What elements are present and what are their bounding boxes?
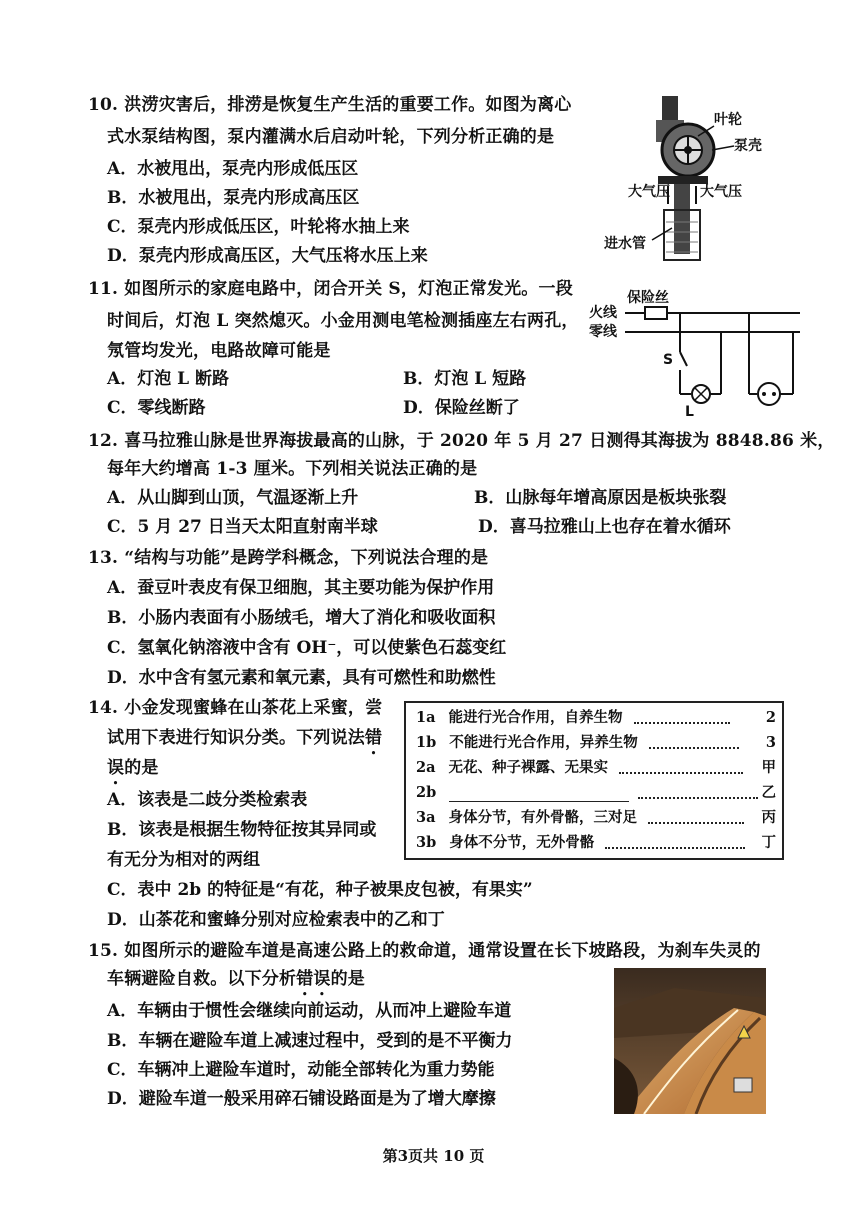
key-text: 身体分节，有外骨骼，三对足 <box>448 809 638 826</box>
q11-stem-line2: 时间后，灯泡 L 突然熄灭。小金用测电笔检测插座左右两孔， <box>107 311 579 331</box>
key-row <box>416 834 776 852</box>
switch-icon <box>680 352 687 366</box>
q12-option-b: B．山脉每年增高原因是板块张裂 <box>474 488 727 508</box>
q12-stem-line1: 12. 喜马拉雅山脉是世界海拔最高的山脉，于 2020 年 5 月 27 日测得其海拔为 8848.86 米， <box>88 431 835 451</box>
key-text-blank <box>449 787 629 802</box>
neutral-wire-label: 零线 <box>589 324 617 340</box>
fuse-label: 保险丝 <box>627 290 669 306</box>
leader-dots <box>648 813 744 824</box>
q14-stem-line2-text: 试用下表进行知识分类。下列说法 <box>107 728 365 748</box>
key-result: 甲 <box>761 759 776 776</box>
centrifugal-pump-figure <box>600 92 780 272</box>
dichotomous-key-table <box>404 701 784 860</box>
key-text: 无花、种子裸露、无果实 <box>448 759 609 776</box>
q10-option-b: B．水被甩出，泵壳内形成高压区 <box>107 188 360 208</box>
key-result: 乙 <box>761 784 776 801</box>
leader-dots <box>605 838 745 849</box>
q10-stem-line2: 式水泵结构图，泵内灌满水后启动叶轮，下列分析正确的是 <box>107 127 555 147</box>
q11-option-c: C．零线断路 <box>107 398 206 418</box>
live-wire-label: 火线 <box>589 305 617 321</box>
key-result: 丙 <box>761 809 776 826</box>
q15-emphasis-wu: 误 <box>313 969 331 989</box>
lamp-label: L <box>685 404 694 420</box>
q11-stem-line3: 氖管均发光，电路故障可能是 <box>107 341 331 361</box>
key-result: 2 <box>765 709 776 726</box>
q14-emphasis-cuo: 错 <box>365 728 383 748</box>
q15-emphasis-cuo: 错 <box>296 969 314 989</box>
key-code: 1b <box>416 734 437 751</box>
q13-option-c: C．氢氧化钠溶液中含有 OH⁻，可以使紫色石蕊变红 <box>107 638 507 658</box>
q11-stem-line1: 11. 如图所示的家庭电路中，闭合开关 S，灯泡正常发光。一段 <box>88 279 573 299</box>
key-text: 能进行光合作用，自养生物 <box>448 709 623 726</box>
socket-icon <box>758 383 780 405</box>
leader-dots <box>619 763 743 774</box>
q15-stem-line2-text: 车辆避险自救。以下分析 <box>107 969 297 989</box>
q10-option-a: A．水被甩出，泵壳内形成低压区 <box>107 159 359 179</box>
key-code: 2b <box>416 784 437 801</box>
pump-shell-label: 泵壳 <box>734 138 762 154</box>
runaway-truck-ramp-photo <box>614 968 766 1114</box>
q14-stem-line2 <box>107 727 382 749</box>
q13-option-d: D．水中含有氢元素和氧元素，具有可燃性和助燃性 <box>107 668 496 688</box>
q15-option-c: C．车辆冲上避险车道时，动能全部转化为重力势能 <box>107 1060 495 1080</box>
key-code: 3a <box>416 809 436 826</box>
q14-option-a: A．该表是二歧分类检索表 <box>107 790 308 810</box>
q10-option-c: C．泵壳内形成低压区，叶轮将水抽上来 <box>107 217 410 237</box>
q14-option-d: D．山茶花和蜜蜂分别对应检索表中的乙和丁 <box>107 910 445 930</box>
q13-stem: 13. “结构与功能”是跨学科概念，下列说法合理的是 <box>88 548 489 568</box>
key-text: 不能进行光合作用，异养生物 <box>449 734 638 751</box>
q10-stem-line1: 10. 洪涝灾害后，排涝是恢复生产生活的重要工作。如图为离心 <box>88 95 572 115</box>
key-row <box>416 784 776 802</box>
q12-stem-line2: 每年大约增高 1-3 厘米。下列相关说法正确的是 <box>107 459 478 479</box>
switch-label: S <box>663 352 674 368</box>
q14-option-b-cont: 有无分为相对的两组 <box>107 850 260 870</box>
key-code: 3b <box>416 834 437 851</box>
key-code: 2a <box>416 759 436 776</box>
household-circuit-figure <box>585 282 805 422</box>
q14-option-c: C．表中 2b 的特征是“有花，种子被果皮包被，有果实” <box>107 880 533 900</box>
q12-option-c: C．5 月 27 日当天太阳直射南半球 <box>107 517 378 537</box>
leader-dots <box>638 788 758 799</box>
key-row <box>416 709 776 727</box>
q15-option-b: B．车辆在避险车道上减速过程中，受到的是不平衡力 <box>107 1031 513 1051</box>
q15-stem-line1: 15. 如图所示的避险车道是高速公路上的救命道，通常设置在长下坡路段，为刹车失灵的 <box>88 941 761 961</box>
page-footer: 第3页共 10 页 <box>382 1147 485 1165</box>
q13-option-b: B．小肠内表面有小肠绒毛，增大了消化和吸收面积 <box>107 608 496 628</box>
q15-stem-line2-end: 的是 <box>330 969 366 989</box>
key-result: 丁 <box>761 834 776 851</box>
key-row <box>416 734 776 752</box>
fuse-icon <box>645 307 667 319</box>
key-row <box>416 809 776 827</box>
inlet-pipe-label: 进水管 <box>604 236 646 252</box>
q14-stem-line3-text: 的是 <box>124 758 159 778</box>
q14-stem-line3 <box>107 757 159 779</box>
key-result: 3 <box>765 734 776 751</box>
key-text: 身体不分节，无外骨骼 <box>449 834 595 851</box>
q11-option-a: A．灯泡 L 断路 <box>107 369 229 389</box>
q14-emphasis-wu: 误 <box>107 758 125 778</box>
impeller-label: 叶轮 <box>714 112 742 128</box>
q15-stem-line2 <box>107 968 365 990</box>
q11-option-d: D．保险丝断了 <box>403 398 520 418</box>
q10-option-d: D．泵壳内形成高压区，大气压将水压上来 <box>107 246 428 266</box>
key-row <box>416 759 776 777</box>
leader-dots <box>634 713 730 724</box>
q14-stem-line1: 14. 小金发现蜜蜂在山茶花上采蜜，尝 <box>88 698 383 718</box>
atm-pressure-left-label: 大气压 <box>628 184 670 200</box>
atm-pressure-right-label: 大气压 <box>700 184 742 200</box>
leader-dots <box>649 738 739 749</box>
q15-option-d: D．避险车道一般采用碎石铺设路面是为了增大摩擦 <box>107 1089 496 1109</box>
q14-option-b: B．该表是根据生物特征按其异同或 <box>107 820 377 840</box>
q12-option-a: A．从山脚到山顶，气温逐渐上升 <box>107 488 359 508</box>
q15-option-a: A．车辆由于惯性会继续向前运动，从而冲上避险车道 <box>107 1001 512 1021</box>
q13-option-a: A．蚕豆叶表皮有保卫细胞，其主要功能为保护作用 <box>107 578 495 598</box>
key-code: 1a <box>416 709 436 726</box>
q11-option-b: B．灯泡 L 短路 <box>403 369 527 389</box>
q12-option-d: D．喜马拉雅山上也存在着水循环 <box>478 517 731 537</box>
